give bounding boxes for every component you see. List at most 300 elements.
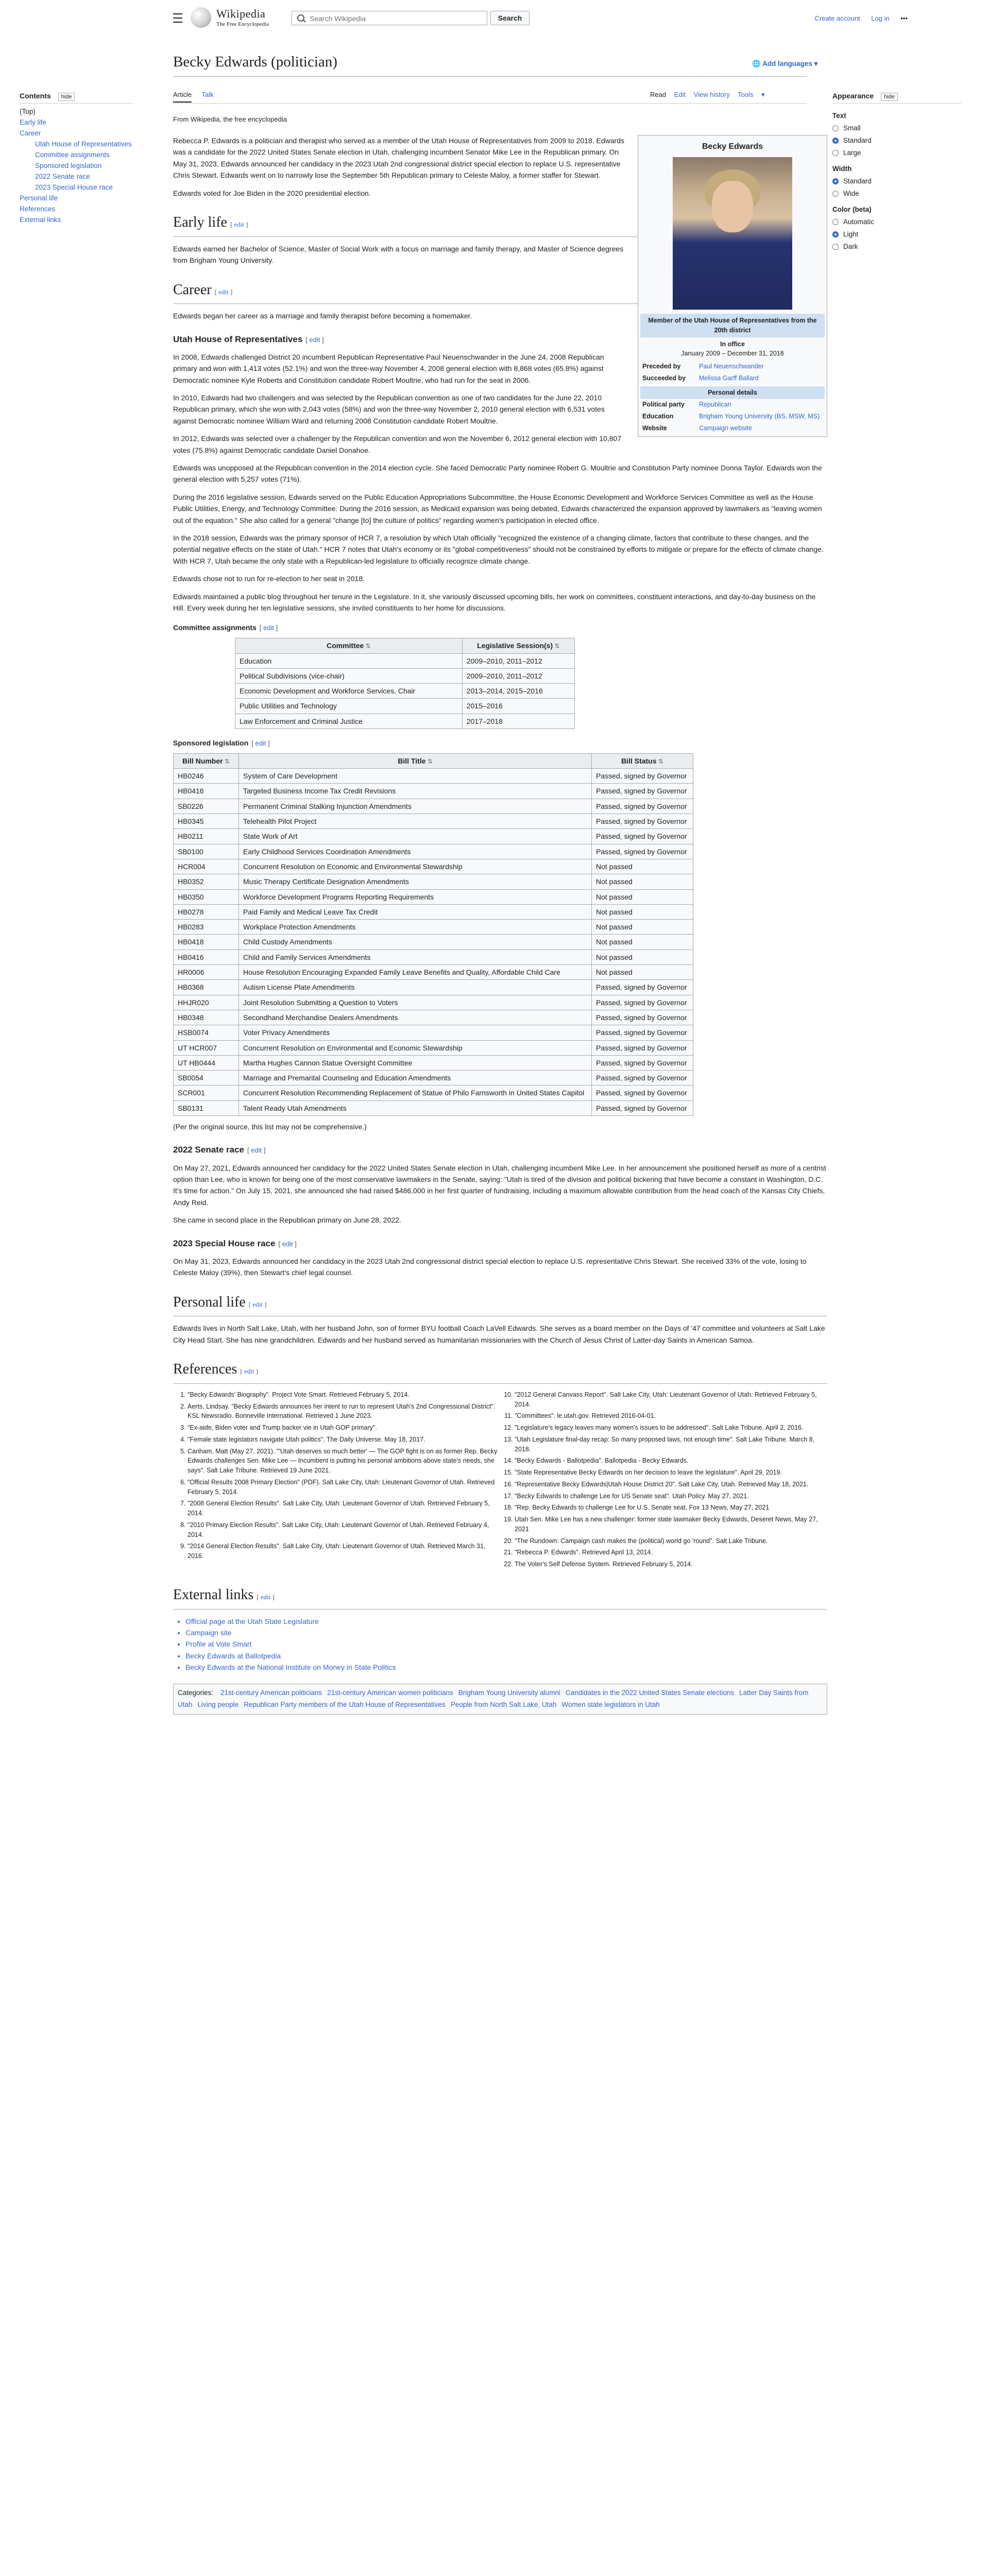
table-cell: Secondhand Merchandise Dealers Amendments [239,1010,592,1025]
infobox-key: Political party [642,401,685,409]
infobox-value[interactable]: Brigham Young University (BS, MSW, MS) [699,413,820,420]
reference-item[interactable]: 2. Aerts, Lindsay. "Becky Edwards announces her intent to run to represent Utah's 2nd Congressional District". KSL Newsradio. Bonneville International. Retrieved 1 June 2023. [187,1402,500,1421]
edit-label: edit [252,1300,263,1308]
category-link[interactable]: Women state legislators in Utah [561,1700,660,1708]
toc-hide-button[interactable]: hide [58,93,75,101]
table-cell: HHJR020 [174,995,239,1010]
reference-item[interactable]: 15. "State Representative Becky Edwards on her decision to leave the legislature". April 29, 2019. [515,1468,827,1478]
option-label: Standard [843,137,872,144]
infobox-value[interactable]: Campaign website [699,424,752,432]
table-row [174,995,693,1010]
category-link[interactable]: Candidates in the 2022 United States Senate elections [565,1688,735,1697]
house-paragraph: In 2008, Edwards challenged District 20 incumbent Republican Representative Paul Neuenschwander in the June 24, 2008 Republican primary and won with 1,413 votes (52.1%) and won the three-way November 4, 2008 general election with 8,868 votes (65.8%) against Democratic nominee Kyle Roberts and Constitution candidate Robert Moultrie, who had run for the seat in 2006. [173,352,604,384]
infobox-personal [640,399,825,434]
main-menu-icon[interactable] [173,13,182,23]
table-row [174,980,693,995]
portrait-image[interactable] [673,157,792,310]
heading-references [173,1358,827,1384]
table-row [174,874,693,889]
tabs-divider [173,103,807,104]
more-options-icon[interactable]: ••• [900,14,908,22]
option-label: Standard [843,177,872,185]
house-paragraph: Edwards was unopposed at the Republican convention in the 2014 election cycle. She faced Democratic Party nominee Robert G. Moultrie and Constitution Party nominee Donna Taylor. Edwards won the general election with 5,257 votes (71%). [173,464,822,484]
table-cell: Workforce Development Programs Reporting Requirements [239,889,592,904]
table-cell: Political Subdivisions (vice-chair) [235,668,463,683]
edit-section-link[interactable]: [ edit ] [240,1367,259,1376]
toc-item[interactable]: External links [20,216,61,224]
reference-item[interactable]: 21. "Rebecca P. Edwards". Retrieved April 13, 2014. [515,1548,827,1557]
tagline: The Free Encyclopedia [216,21,269,27]
user-links [806,14,908,22]
table-cell: Passed, signed by Governor [592,980,693,995]
table-cell: Not passed [592,935,693,950]
edit-section-link[interactable]: [ edit ] [230,220,248,228]
table-row [174,1086,693,1100]
table-header[interactable]: Bill Status ⇅ [592,753,693,768]
table-row [174,859,693,874]
reference-item[interactable]: 11. "Committees". le.utah.gov. Retrieved 2016-04-01. [515,1411,827,1421]
tab-talk[interactable]: Talk [201,91,214,98]
table-row [174,965,693,980]
table-cell: Child and Family Services Amendments [239,950,592,964]
infobox-value[interactable]: Paul Neuenschwander [699,363,764,370]
edit-section-link[interactable]: [ edit ] [278,1240,297,1248]
infobox-row [640,411,825,422]
option-label: Large [843,149,861,157]
tools-menu[interactable] [738,91,771,98]
toc-items [20,108,133,224]
table-cell: Workplace Protection Amendments [239,920,592,935]
senate-paragraph: She came in second place in the Republican primary on June 28, 2022. [173,1216,401,1225]
table-cell: SB0100 [174,844,239,859]
search-input[interactable] [309,12,481,25]
heading-2023-special-house [173,1236,827,1250]
appearance-option[interactable] [832,243,961,250]
table-cell: State Work of Art [239,829,592,844]
option-label: Automatic [843,218,875,226]
category-box [173,1684,827,1715]
search-icon [297,14,304,22]
table-cell: Paid Family and Medical Leave Tax Credit [239,904,592,919]
table-cell: HB0246 [174,769,239,784]
in-office-dates: January 2009 – December 31, 2018 [681,350,784,358]
appearance-group-label: Width [832,165,852,173]
radio-button[interactable] [832,219,839,225]
chevron-down-icon: ▾ [761,91,765,98]
toc-title: Contents [20,92,51,100]
toc-item[interactable]: Committee assignments [35,151,110,159]
appearance-option[interactable] [832,149,961,157]
reference-item[interactable]: 17. "Becky Edwards to challenge Lee for US Senate seat". Utah Policy. May 27, 2021. [515,1492,827,1501]
table-cell: Permanent Criminal Stalking Injunction Amendments [239,799,592,814]
table-cell: HB0345 [174,814,239,829]
table-cell: Law Enforcement and Criminal Justice [235,714,463,728]
infobox [638,135,827,437]
table-row [174,1010,693,1025]
table-cell: Concurrent Resolution on Economic and Environmental Stewardship [239,859,592,874]
external-link[interactable]: • Becky Edwards at the National Institute on Money in State Politics [185,1662,827,1673]
infobox-row [640,372,825,384]
table-cell: HB0418 [174,935,239,950]
page-title: Becky Edwards (politician) [173,54,337,70]
heading-text: Personal life [173,1294,246,1310]
edit-label: edit [282,1240,293,1248]
heading-text: Career [173,281,212,298]
reference-column [500,1390,827,1571]
table-row [235,653,575,668]
log-in-link[interactable]: Log in [871,14,890,22]
reference-item[interactable]: 14. "Becky Edwards - Ballotpedia". Ballotpedia - Becky Edwards. [515,1456,827,1466]
table-cell: 2009–2010, 2011–2012 [462,668,574,683]
table-cell: Public Utilities and Technology [235,699,463,714]
infobox-key: Preceded by [642,363,681,370]
edit-section-link[interactable]: [ edit ] [259,624,278,632]
table-cell: SB0054 [174,1071,239,1086]
reference-item[interactable]: 9. "2014 General Election Results". Salt Lake City, Utah: Lieutenant Governor of Utah. Retrieved March 31, 2016. [187,1541,500,1561]
table-row [174,1055,693,1070]
infobox-row [640,399,825,411]
reference-item[interactable]: 16. "Representative Becky Edwards|Utah House District 20". Salt Lake City, Utah. Retrieved May 18, 2021. [515,1480,827,1489]
reference-item[interactable]: 10. "2012 General Canvass Report". Salt Lake City, Utah: Lieutenant Governor of Utah. Retrieved February 5, 2014. [515,1390,827,1410]
table-row [235,668,575,683]
table-row [174,784,693,799]
table-cell: HB0368 [174,980,239,995]
heading-text: Early life [173,214,227,230]
table-cell: HR0006 [174,965,239,980]
table-cell: Passed, signed by Governor [592,799,693,814]
table-cell: Not passed [592,889,693,904]
infobox-succession [640,361,825,384]
table-header[interactable]: Legislative Session(s) ⇅ [462,638,574,653]
article-content [173,135,827,1715]
infobox-value[interactable]: Melissa Garff Ballard [699,374,759,382]
table-row [174,769,693,784]
heading-text: Committee assignments [173,623,257,632]
table-cell: Targeted Business Income Tax Credit Revisions [239,784,592,799]
appearance-header [832,92,961,104]
table-cell: Passed, signed by Governor [592,995,693,1010]
category-link[interactable]: 21st-century American politicians [220,1688,322,1697]
table-cell: Not passed [592,874,693,889]
table-cell: HCR004 [174,859,239,874]
infobox-personal-header: Personal details [640,386,825,399]
edit-label: edit [234,220,245,228]
heading-2022-senate [173,1143,827,1157]
table-row [174,1025,693,1040]
heading-committee-assignments [173,622,827,634]
appearance-option[interactable] [832,137,961,144]
sponsored-note: (Per the original source, this list may not be comprehensive.) [173,1123,367,1131]
house-paragraph: During the 2016 legislative session, Edwards served on the Public Education Appropriations Subcommittee, the House Economic Development and Workforce Services Committee as well as the House Public Utilities, Energy, and Technology Committee. During the 2016 session, as Medicaid expansion was being debated, Edwards characterized the expansion approved by lawmakers as "leaving women out of the equation." She also called for a general "change [to] the culture of politics" regarding women's participation in elected office. [173,493,822,524]
radio-button[interactable] [832,150,839,156]
table-cell: UT HCR007 [174,1040,239,1055]
edit-label: edit [260,1592,271,1601]
table-row [174,920,693,935]
category-link[interactable]: Republican Party members of the Utah House of Representatives [244,1700,446,1708]
external-link[interactable]: • Official page at the Utah State Legislature [185,1616,827,1627]
external-link[interactable]: • Becky Edwards at Ballotpedia [185,1650,827,1662]
in-office-label: In office [720,340,745,348]
tab-edit[interactable]: Edit [674,91,686,98]
edit-label: edit [309,335,320,344]
table-cell: HB0350 [174,889,239,904]
senate-paragraph: On May 27, 2021, Edwards announced her candidacy for the 2022 United States Senate election in Utah, challenging incumbent Mike Lee. In her announcement she positioned herself as more of a centrist option than Lee, who is known for being one of the most conservative lawmakers in the Senate, saying: "Utah is tired of the division and political bickering that have become a constant in Washington, D.C. It's time for action." On July 15, 2021, she announced she had raised $486,000 in her first quarter of fundraising, including a maximum allowable contribution from the head coach of the Kansas City Chiefs, Andy Reid. [173,1163,826,1207]
toc-header [20,92,133,104]
table-row [174,814,693,829]
table-cell: Passed, signed by Governor [592,814,693,829]
external-links-list [173,1616,827,1673]
table-row [174,950,693,964]
add-languages-button[interactable]: 🌐 Add languages ▾ [752,60,818,67]
reference-item[interactable]: 3. "Ex-aide, Biden voter and Trump backer vie in Utah GOP primary". [187,1423,500,1433]
category-link[interactable]: Brigham Young University alumni [458,1688,560,1697]
table-cell: 2015–2016 [462,699,574,714]
heading-sponsored-legislation [173,737,827,749]
table-cell: Passed, signed by Governor [592,1025,693,1040]
edit-section-link[interactable]: [ edit ] [247,1146,266,1155]
table-cell: HB0278 [174,904,239,919]
reference-item[interactable]: 5. Canham, Matt (May 27, 2021). "'Utah deserves so much better' — The GOP fight is on as former Rep. Becky Edwards challenges Sen. Mike Lee — Incumbent is putting his personal ambitions above state's needs, she says". Salt Lake Tribune. Retrieved 19 June 2021. [187,1447,500,1476]
site-header [0,0,989,36]
toc-item[interactable]: Early life [20,118,46,126]
table-row [174,829,693,844]
table-cell: HB0348 [174,1010,239,1025]
table-cell: Not passed [592,904,693,919]
radio-button[interactable] [832,244,839,250]
lead-paragraph-1: Rebecca P. Edwards is a politician and therapist who served as a member of the Utah House of Representatives from 2009 to 2018. Edwards was a candidate for the 2022 United States Senate election in Utah, challenging incumbent Senator Mike Lee in the Republican primary. On May 31, 2023, Edwards announced her candidacy in the 2023 Utah 2nd congressional district special election to replace U.S. representative Chris Stewart. Edwards went on to narrowly lose the September 5th Republican primary to Celeste Maloy, a former staffer for Stewart. [173,137,624,180]
toc-item[interactable]: Career [20,129,41,137]
appearance-option[interactable] [832,230,961,238]
add-languages-label: Add languages [762,60,812,67]
table-cell: SB0131 [174,1100,239,1115]
reference-item[interactable]: 20. "The Rundown: Campaign cash makes the (political) world go 'round". Salt Lake Tribune. [515,1536,827,1546]
search-box [292,11,487,25]
table-cell: Child Custody Amendments [239,935,592,950]
table-row [174,935,693,950]
category-link[interactable]: People from North Salt Lake, Utah [450,1700,557,1708]
table-row [174,1071,693,1086]
table-cell: 2017–2018 [462,714,574,728]
table-cell: Talent Ready Utah Amendments [239,1100,592,1115]
table-cell: Passed, signed by Governor [592,1086,693,1100]
infobox-office-caption: Member of the Utah House of Representatives from the 20th district [640,314,825,337]
infobox-key: Education [642,413,674,420]
edit-section-link[interactable]: [ edit ] [257,1592,275,1601]
create-account-link[interactable]: Create account [814,14,860,22]
reference-item[interactable]: 7. "2008 General Election Results". Salt Lake City, Utah: Lieutenant Governor of Utah. Retrieved February 5, 2014. [187,1499,500,1518]
tab-view-history[interactable]: View history [693,91,730,98]
reference-item[interactable]: 8. "2010 Primary Election Results". Salt Lake City, Utah: Lieutenant Governor of Utah. Retrieved February 4, 2014. [187,1520,500,1540]
toc-item[interactable]: 2023 Special House race [35,183,113,191]
heading-text: 2023 Special House race [173,1238,276,1248]
infobox-in-office [640,337,825,361]
table-cell: Not passed [592,950,693,964]
table-row [235,714,575,728]
reference-item[interactable]: 13. "Utah Legislature final-day recap: So many proposed laws, not enough time". Salt Lake Tribune. March 8, 2018. [515,1435,827,1454]
appearance-group-label: Color (beta) [832,206,872,213]
search-button[interactable]: Search [490,11,530,25]
wordmark[interactable]: Wikipedia [216,7,266,20]
appearance-option[interactable] [832,177,961,185]
heading-personal-life [173,1291,827,1317]
view-tabs [650,91,777,99]
table-cell: Not passed [592,859,693,874]
radio-button[interactable] [832,231,839,238]
table-cell: Voter Privacy Amendments [239,1025,592,1040]
table-cell: Economic Development and Workforce Services, Chair [235,684,463,699]
sponsored-bills-table [173,753,693,1116]
edit-section-link[interactable]: [ edit ] [214,287,233,296]
table-cell: Not passed [592,965,693,980]
infobox-row [640,422,825,434]
house-paragraph: Edwards maintained a public blog throughout her tenure in the Legislature. In it, she variously discussed upcoming bills, her work on committees, constituent interactions, and day-to-day business on the Hill. Every week during her ten legislative sessions, she invited constituents to her home for discussions. [173,592,816,612]
table-cell: Passed, signed by Governor [592,1055,693,1070]
table-cell: Passed, signed by Governor [592,1010,693,1025]
reference-item[interactable]: 12. "Legislature's legacy leaves many women's issues to be addressed". Salt Lake Tribune. April 2, 2016. [515,1423,827,1433]
tab-article[interactable]: Article [173,91,192,103]
portrait-face [712,181,753,232]
reference-column [173,1390,500,1571]
table-cell: Joint Resolution Submitting a Question to Voters [239,995,592,1010]
table-row [235,684,575,699]
table-of-contents [20,92,133,227]
radio-button[interactable] [832,178,839,184]
committee-table [235,638,575,729]
heading-text: External links [173,1586,254,1603]
appearance-groups [832,112,961,250]
table-cell: UT HB0444 [174,1055,239,1070]
table-cell: SCR001 [174,1086,239,1100]
category-link[interactable]: Latter Day Saints from Utah [178,1688,809,1708]
table-cell: Martha Hughes Cannon Statue Oversight Committee [239,1055,592,1070]
edit-label: edit [244,1367,254,1376]
table-cell: HB0416 [174,784,239,799]
table-cell: HSB0074 [174,1025,239,1040]
appearance-option[interactable] [832,218,961,226]
appearance-group-label: Text [832,112,846,120]
site-sub: From Wikipedia, the free encyclopedia [173,115,287,123]
reference-item[interactable]: 18. "Rep. Becky Edwards to challenge Lee for U.S. Senate seat, Fox 13 News, May 27, 2021 [515,1503,827,1513]
wikipedia-logo-icon[interactable] [191,7,211,28]
radio-button[interactable] [832,191,839,197]
toc-item[interactable]: (Top) [20,108,36,115]
reference-item[interactable]: 19. Utah Sen. Mike Lee has a new challenger: former state lawmaker Becky Edwards, Deseret News, May 27, 2021 [515,1515,827,1534]
personal-life-paragraph: Edwards lives in North Salt Lake, Utah, with her husband John, son of former BYU football Coach LaVell Edwards. She serves as a board member on the Days of '47 committee and volunteers at Salt Lake City Head Start. She has nine grandchildren. Edwards and her husband served as humanitarian missionaries with the Church of Jesus Christ of Latter-day Saints in American Samoa. [173,1324,825,1344]
table-row [174,1100,693,1115]
infobox-row [640,361,825,372]
table-cell: 2009–2010, 2011–2012 [462,653,574,668]
appearance-option[interactable] [832,124,961,132]
reference-item[interactable]: 6. "Official Results 2008 Primary Election" (PDF). Salt Lake City, Utah: Lieutenant Governor of Utah. Retrieved February 5, 2014. [187,1478,500,1497]
table-cell: HB0416 [174,950,239,964]
table-cell: Music Therapy Certificate Designation Amendments [239,874,592,889]
toc-item[interactable]: References [20,205,56,213]
external-link[interactable]: • Campaign site [185,1627,827,1638]
heading-text: Utah House of Representatives [173,334,303,344]
table-cell: HB0211 [174,829,239,844]
table-cell: Passed, signed by Governor [592,1040,693,1055]
special-house-paragraph: On May 31, 2023, Edwards announced her candidacy in the 2023 Utah 2nd congressional district special election to replace U.S. representative Chris Stewart. She received 33% of the vote, losing to Celeste Maloy (39%), then Stewart's chief legal counsel. [173,1257,807,1277]
house-paragraph: In 2012, Edwards was selected over a challenger by the Republican convention and won the November 6, 2012 general election with 10,807 votes (75.8%) against Democratic candidate Daniel Donahoe. [173,434,622,454]
category-link[interactable]: Living people [197,1700,239,1708]
heading-external-links [173,1584,827,1609]
categories-label[interactable]: Categories: [178,1688,214,1697]
appearance-title: Appearance [832,92,874,100]
edit-label: edit [263,624,275,632]
table-header[interactable]: Committee ⇅ [235,638,463,653]
option-label: Wide [843,190,859,197]
table-cell: Concurrent Resolution on Environmental and Economic Stewardship [239,1040,592,1055]
option-label: Small [843,124,861,132]
edit-section-link[interactable]: [ edit ] [251,739,270,747]
table-header[interactable]: Bill Number ⇅ [174,753,239,768]
table-cell: Early Childhood Services Coordination Amendments [239,844,592,859]
table-cell: System of Care Development [239,769,592,784]
edit-label: edit [251,1146,262,1155]
house-paragraph: In 2010, Edwards had two challengers and was selected by the Republican convention as one of two candidates for the June 22, 2010 Republican primary, which she won with 2,043 votes (58%) and won the three-way November 2, 2010 general election with 6,531 votes against Democratic nominee William Ward and returning 2008 Constitution candidate Robert Moultrie. [173,394,605,425]
table-row [174,904,693,919]
heading-text: Sponsored legislation [173,739,249,747]
edit-label: edit [255,739,266,747]
table-cell: Passed, signed by Governor [592,1100,693,1115]
table-cell: Passed, signed by Governor [592,1071,693,1086]
radio-button[interactable] [832,125,839,131]
infobox-name: Becky Edwards [702,142,763,151]
option-label: Light [843,230,859,238]
reference-item[interactable]: 1. "Becky Edwards' Biography". Project Vote Smart. Retrieved February 5, 2014. [187,1390,500,1400]
table-cell: 2013–2014, 2015–2016 [462,684,574,699]
early-life-paragraph: Edwards earned her Bachelor of Science, Master of Social Work with a focus on marriage and family therapy, and Master of Science degrees from Brigham Young University. [173,244,624,265]
table-cell: SB0226 [174,799,239,814]
namespace-tabs [173,91,222,98]
toc-item[interactable]: Sponsored legislation [35,162,102,170]
edit-section-link[interactable]: [ edit ] [248,1300,267,1308]
table-cell: HB0352 [174,874,239,889]
table-cell: Passed, signed by Governor [592,844,693,859]
reference-list [173,1390,827,1571]
toc-item[interactable]: Personal life [20,194,58,202]
reference-item[interactable]: 4. "Female state legislators navigate Utah politics". The Daily Universe. May 18, 2017. [187,1435,500,1445]
toc-item[interactable]: 2022 Senate race [35,173,90,180]
table-row [174,799,693,814]
edit-section-link[interactable]: [ edit ] [305,335,324,344]
table-row [174,844,693,859]
table-row [235,699,575,714]
house-paragraph: Edwards chose not to run for re-election to her seat in 2018. [173,574,365,583]
toc-item[interactable]: Utah House of Representatives [35,140,132,148]
table-row [174,1040,693,1055]
table-header[interactable]: Bill Title ⇅ [239,753,592,768]
table-cell: Autism License Plate Amendments [239,980,592,995]
table-cell: Telehealth Pilot Project [239,814,592,829]
table-cell: House Resolution Encouraging Expanded Family Leave Benefits and Quality, Affordable Child Care [239,965,592,980]
category-link[interactable]: 21st-century American women politicians [327,1688,453,1697]
table-cell: HB0283 [174,920,239,935]
reference-item[interactable]: 22. The Voter's Self Defense System. Retrieved February 5, 2014. [515,1560,827,1569]
house-paragraph: In the 2018 session, Edwards was the primary sponsor of HCR 7, a resolution by which Utah officially "recognized the existence of a changing climate, factors that contribute to these changes, and the potential negative effects on the state of Utah." HCR 7 notes that Utah's economy or its "global competitiveness" should not be constrained by efforts to mitigate or prepare for the effects of climate change. With HCR 7, Utah became the only state with a Republican-led legislature to officially recognize climate change. [173,533,824,565]
external-link[interactable]: • Profile at Vote Smart [185,1638,827,1650]
table-cell: Passed, signed by Governor [592,769,693,784]
title-divider [173,76,807,77]
heading-text: 2022 Senate race [173,1145,244,1155]
appearance-option[interactable] [832,190,961,197]
career-paragraph: Edwards began her career as a marriage and family therapist before becoming a homemaker. [173,312,472,320]
appearance-hide-button[interactable]: hide [881,93,898,101]
tab-read[interactable]: Read [650,91,667,98]
radio-button[interactable] [832,138,839,144]
tools-label: Tools [737,91,754,98]
infobox-value[interactable]: Republican [699,401,731,409]
